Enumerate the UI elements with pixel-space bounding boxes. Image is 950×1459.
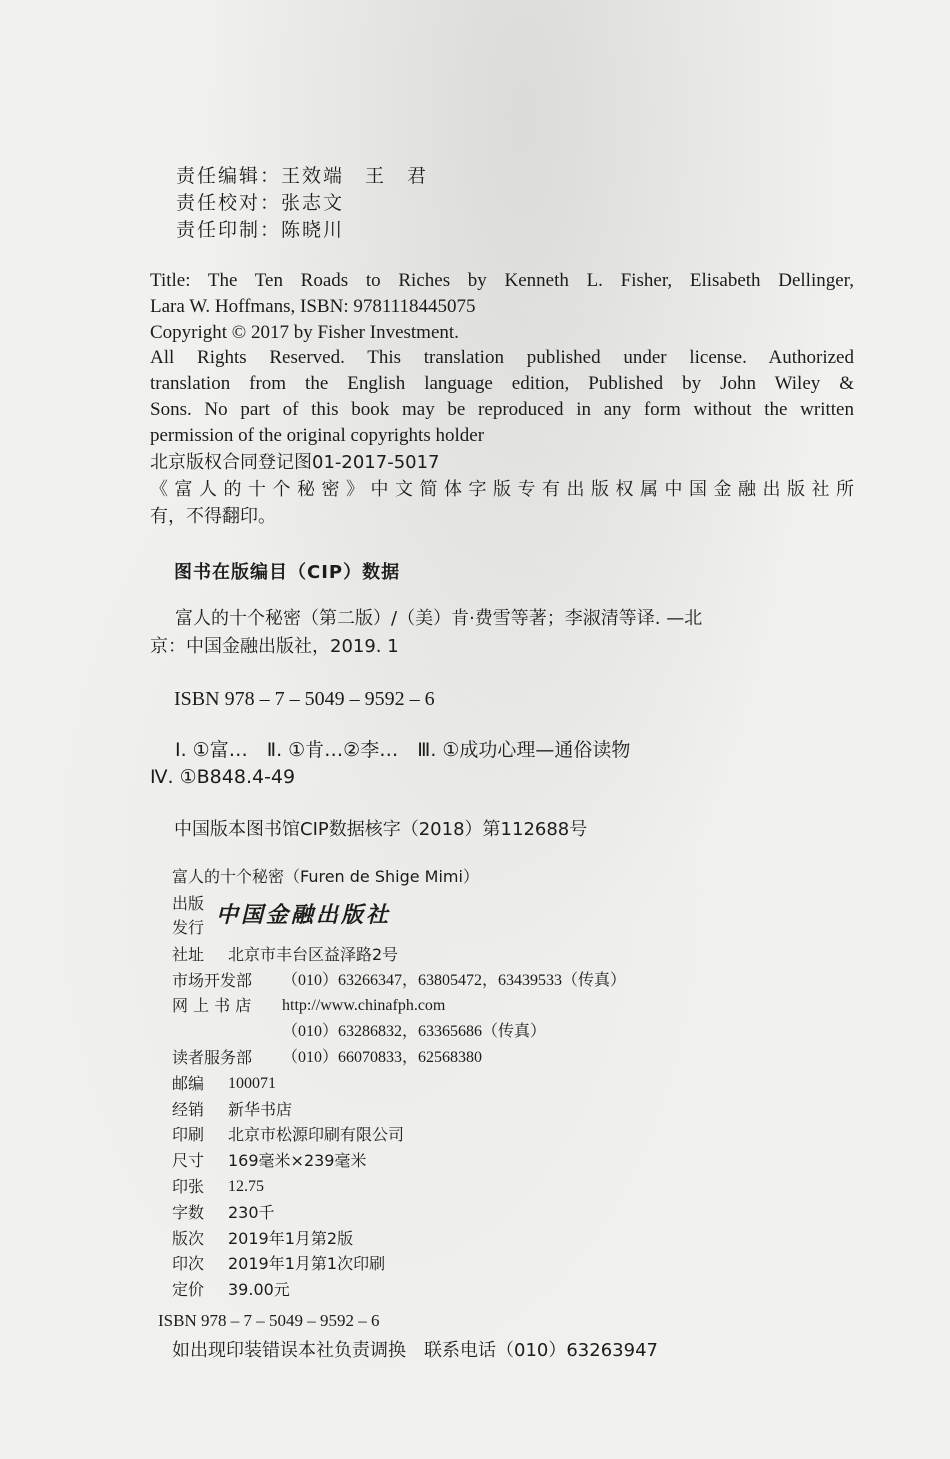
editor-line <box>176 163 428 190</box>
editor-credits <box>176 163 428 244</box>
detail-row <box>172 1071 626 1097</box>
detail-row <box>172 1251 626 1277</box>
publisher-row <box>172 890 626 942</box>
copyright-line: Sons. No part of this book may be reproduced in any form without the written <box>150 398 854 420</box>
proofreader-value: 张志文 <box>281 192 345 214</box>
editor-value: 王效端 王 君 <box>281 165 429 187</box>
cip-data-number: 中国版本图书馆CIP数据核字（2018）第112688号 <box>174 819 588 840</box>
detail-label: 尺寸 <box>172 1151 205 1171</box>
cip-classification <box>150 737 630 791</box>
copyright-line: permission of the original copyrights holder <box>150 424 485 446</box>
address-label: 社址 <box>172 944 205 964</box>
rights-statement: 《富人的十个秘密》中文简体字版专有出版权属中国金融出版社所 <box>150 478 854 500</box>
market-row <box>172 968 626 994</box>
detail-label: 印刷 <box>172 1125 205 1145</box>
detail-row <box>172 1200 626 1226</box>
classification-line: Ⅰ. ①富… Ⅱ. ①肯…②李… Ⅲ. ①成功心理—通俗读物 <box>175 739 631 761</box>
cip-book-line: 京：中国金融出版社，2019. 1 <box>150 636 399 657</box>
detail-value: 北京市松源印刷有限公司 <box>228 1125 405 1145</box>
detail-row <box>172 1148 626 1174</box>
misprint-notice: 如出现印装错误本社负责调换 联系电话（010）63263947 <box>172 1340 658 1361</box>
printing-supervisor-line <box>176 217 428 244</box>
copyright-line: All Rights Reserved. This translation published under license. Authorized <box>150 347 854 369</box>
online-phone: （010）63286832，63365686（传真） <box>282 1023 547 1041</box>
detail-value: 12.75 <box>228 1177 264 1195</box>
issue-label: 发行 <box>172 917 205 937</box>
detail-row <box>172 1174 626 1200</box>
publisher-logo: 中国金融出版社 <box>216 901 392 928</box>
proofreader-label: 责任校对： <box>176 192 282 214</box>
online-url: http://www.chinafph.com <box>282 997 446 1015</box>
reader-service-value: （010）66070833，62568380 <box>282 1048 483 1066</box>
detail-value: 169毫米×239毫米 <box>228 1151 367 1171</box>
detail-label: 邮编 <box>172 1073 205 1093</box>
detail-row <box>172 1097 626 1123</box>
detail-value: 2019年1月第2版 <box>228 1228 354 1248</box>
cip-book-line: 富人的十个秘密（第二版）/（美）肯·费雪等著；李淑清等译. —北 <box>175 608 703 629</box>
cip-book-entry <box>150 605 854 661</box>
address-row <box>172 942 626 968</box>
copyright-line: Lara W. Hoffmans, ISBN: 9781118445075 <box>150 295 476 317</box>
detail-label: 印次 <box>172 1254 205 1274</box>
online-phone-row <box>172 1019 626 1045</box>
detail-row <box>172 1226 626 1252</box>
cip-isbn: ISBN 978 – 7 – 5049 – 9592 – 6 <box>174 688 435 710</box>
detail-label: 定价 <box>172 1280 205 1300</box>
detail-value: 230千 <box>228 1202 275 1222</box>
cip-heading: 图书在版编目（CIP）数据 <box>174 562 401 583</box>
detail-value: 39.00元 <box>228 1280 290 1300</box>
editor-label: 责任编辑： <box>176 165 282 187</box>
copyright-line: translation from the English language edition, Published by John Wiley & <box>150 373 854 395</box>
printing-supervisor-value: 陈晓川 <box>281 219 345 241</box>
detail-value: 100071 <box>228 1074 276 1092</box>
contract-number: 北京版权合同登记图01-2017-5017 <box>150 451 440 473</box>
reader-service-label: 读者服务部 <box>172 1047 253 1067</box>
online-label: 网 上 书 店 <box>172 996 252 1016</box>
reader-service-row <box>172 1045 626 1071</box>
publication-info <box>172 864 626 1303</box>
copyright-notice <box>150 268 854 530</box>
detail-value: 2019年1月第1次印刷 <box>228 1254 386 1274</box>
market-value: （010）63266347，63805472，63439533（传真） <box>282 971 627 989</box>
market-label: 市场开发部 <box>172 970 253 990</box>
detail-label: 版次 <box>172 1228 205 1248</box>
online-row <box>172 993 626 1019</box>
footer-isbn: ISBN 978 – 7 – 5049 – 9592 – 6 <box>158 1311 380 1330</box>
book-title-pinyin: 富人的十个秘密（Furen de Shige Mimi） <box>172 867 479 886</box>
publisher-labels <box>172 892 204 940</box>
copyright-line: Copyright © 2017 by Fisher Investment. <box>150 321 459 343</box>
detail-label: 字数 <box>172 1202 205 1222</box>
proofreader-line <box>176 190 428 217</box>
copyright-line: Title: The Ten Roads to Riches by Kenneth L. Fisher, Elisabeth Dellinger, <box>150 270 854 291</box>
detail-row <box>172 1277 626 1303</box>
printing-supervisor-label: 责任印制： <box>176 219 282 241</box>
detail-label: 印张 <box>172 1176 205 1196</box>
detail-value: 新华书店 <box>228 1099 293 1119</box>
detail-row <box>172 1122 626 1148</box>
rights-statement: 有，不得翻印。 <box>150 505 276 527</box>
classification-line: Ⅳ. ①B848.4-49 <box>150 766 296 788</box>
publish-label: 出版 <box>172 893 205 913</box>
detail-label: 经销 <box>172 1099 205 1119</box>
address-value: 北京市丰台区益泽路2号 <box>228 944 399 964</box>
